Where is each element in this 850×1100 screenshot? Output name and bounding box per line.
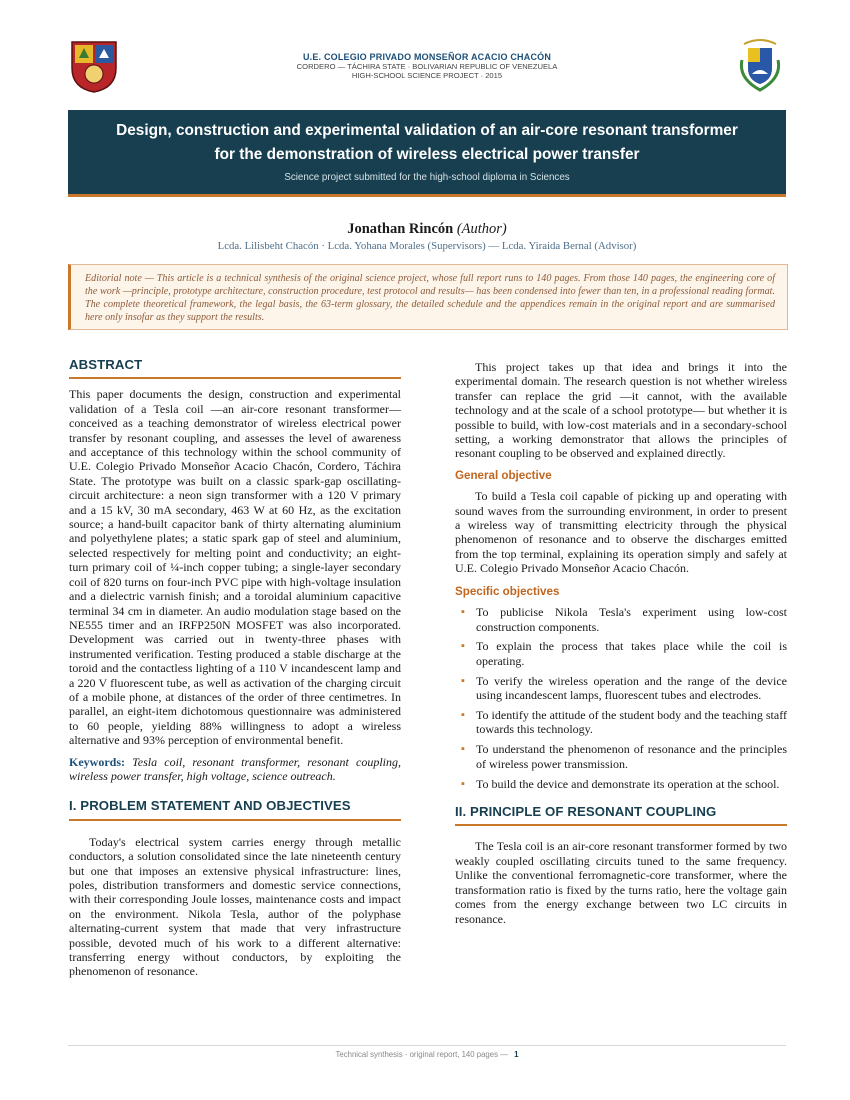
section1-heading: I. PROBLEM STATEMENT AND OBJECTIVES	[69, 799, 401, 820]
bullet-icon: ▪	[461, 640, 465, 653]
section1-paragraph-2: This project takes up that idea and brings it into the experimental domain. The research question is not whether wireless transfer can replace the grid —it cannot, with the available technology and at the scale of a school prototype— but whether it is possible to build, with low-cost materials and in a secondary-school setting, a working demonstrator that allows the principles of resonant coupling to be observed and explained directly.	[455, 360, 787, 461]
specific-objectives-heading: Specific objectives	[455, 584, 560, 598]
school-location: CORDERO — TÁCHIRA STATE · BOLIVARIAN REPUBLIC OF VENEZUELA	[296, 62, 558, 71]
paper-title	[68, 110, 786, 167]
list-item: ▪ To understand the phenomenon of resonance and the principles of wireless power transmission.	[461, 742, 787, 771]
section2-paragraph-1: The Tesla coil is an air-core resonant transformer formed by two weakly coupled oscillating circuits tuned to the same frequency. Unlike the conventional ferromagnetic-core transformer, where the transformation ratio is fixed by the turns ratio, here the voltage gain comes from the energy exchange between two LC circuits in resonance.	[455, 839, 787, 926]
title-line-2: for the demonstration of wireless electrical power transfer	[214, 146, 640, 163]
national-coat-of-arms-icon	[734, 38, 786, 94]
school-name: U.E. COLEGIO PRIVADO MONSEÑOR ACACIO CHACÓN	[302, 52, 552, 62]
list-item: ▪ To verify the wireless operation and the range of the device using incandescent lamps, fluorescent tubes and electrodes.	[461, 673, 787, 703]
author-name: Jonathan Rincón	[347, 221, 454, 237]
title-line-1: Design, construction and experimental validation of an air-core resonant transformer	[116, 122, 738, 139]
specific-objectives-list	[455, 605, 787, 791]
list-item: ▪ To explain the process that takes place while the coil is operating.	[461, 639, 787, 668]
page-header	[68, 38, 786, 96]
general-objective-text: To build a Tesla coil capable of picking up and operating with sound waves from the surrounding environment, in order to present a wireless way of transmitting electricity through the physical phenomenon of resonance and to observe the discharges emitted from the top terminal, explaining its operation simply and safely at U.E. Colegio Privado Monseñor Acacio Chacón.	[455, 489, 787, 576]
page-footer	[68, 1050, 786, 1059]
bullet-icon: ▪	[461, 674, 465, 687]
abstract-heading: ABSTRACT	[69, 358, 401, 379]
author-line	[68, 221, 786, 238]
bullet-icon: ▪	[461, 743, 465, 756]
right-column	[455, 360, 787, 926]
bullet-icon: ▪	[461, 777, 465, 790]
general-objective-heading: General objective	[455, 468, 552, 482]
footer-text: Technical synthesis · original report, 140 pages —	[335, 1050, 508, 1059]
title-banner	[68, 110, 786, 197]
bullet-icon: ▪	[461, 606, 465, 619]
bullet-icon: ▪	[461, 709, 465, 722]
supervisors-line: Lcda. Lilisbeht Chacón · Lcda. Yohana Morales (Supervisors) — Lcda. Yiraida Bernal (Advisor)	[217, 240, 637, 252]
paper-subtitle: Science project submitted for the high-school diploma in Sciences	[284, 172, 570, 183]
section2-heading: II. PRINCIPLE OF RESONANT COUPLING	[455, 805, 787, 826]
left-column	[69, 358, 401, 979]
section1-paragraph-1: Today's electrical system carries energy through metallic conductors, a solution consolidated since the late nineteenth century but one that imposes an extensive physical infrastructure: lines, poles, distribution transformers and domestic service connections, with their corresponding Joule losses, maintenance costs and impact on the environment. Nikola Tesla, author of the polyphase alternating-current system that made that very infrastructure possible, devoted much of his work to a different alternative: transferring energy without conductors, by exploiting the phenomenon of resonance.	[69, 834, 401, 979]
editorial-note: Editorial note — This article is a technical synthesis of the original science project, whose full report runs to 140 pages. From those 140 pages, the engineering core of the work —principle, prototype architecture, construction procedure, test protocol and results— has been condensed into fewer than ten, in a professional reading format. The complete theoretical framework, the legal basis, the 63-term glossary, the detailed schedule and the appendices remain in the original report and are summarised here only insofar as they support the results.	[68, 264, 788, 330]
keywords-label: Keywords:	[69, 754, 125, 769]
footer-divider	[68, 1045, 786, 1046]
page-number: 1	[514, 1050, 519, 1059]
author-role: (Author)	[456, 221, 507, 237]
keywords	[69, 755, 401, 784]
abstract-text: This paper documents the design, construction and experimental validation of a Tesla coil —an air-core resonant transformer— conceived as a teaching demonstrator of wireless electrical power transfer by resonant coupling, and assesses the level of awareness and acceptance of this technology within the school community of U.E. Colegio Privado Monseñor Acacio Chacón, Cordero, Táchira State. The prototype was built on a classic spark-gap oscillating-circuit architecture: a neon sign transformer with a 120 V primary and a 15 kV, 30 mA secondary, 463 W at 60 Hz, as the excitation source; a hand-built capacitor bank of thirty alternating aluminium and polyethylene plates; a static spark gap of steel and aluminium, selected respectively for melting point and conductivity; an eight-turn primary coil of ¼-inch copper tubing; a single-layer secondary coil of 820 turns on four-inch PVC pipe with high-voltage insulation and a dielectric varnish finish; and a toroidal aluminium capacitive terminal 34 cm in diameter. An audio modulation stage based on the NE555 timer and an IRFP250N MOSFET was also incorporated. Development was carried out in twenty-three phases with instrumented verification. Testing produced a stable discharge at the toroid and the contactless lighting of a 110 V incandescent lamp and a 220 V fluorescent tube, as well as activation of the charging circuit of a mobile phone, at distances of the order of three centimetres. In parallel, an eight-item dichotomous questionnaire was administered to 60 people, yielding 88% willingness to adopt a wireless alternative and 93% perception of environmental benefit.	[69, 387, 401, 748]
project-label: HIGH-SCHOOL SCIENCE PROJECT · 2015	[351, 71, 503, 80]
list-item: ▪ To publicise Nikola Tesla's experiment using low-cost construction components.	[461, 605, 787, 634]
keywords-text: Tesla coil, resonant transformer, resonant coupling, wireless power transfer, high voltage, science outreach.	[69, 754, 402, 783]
list-item: ▪ To build the device and demonstrate its operation at the school.	[461, 776, 780, 791]
list-item: ▪ To identify the attitude of the student body and the teaching staff towards this technology.	[461, 708, 787, 737]
